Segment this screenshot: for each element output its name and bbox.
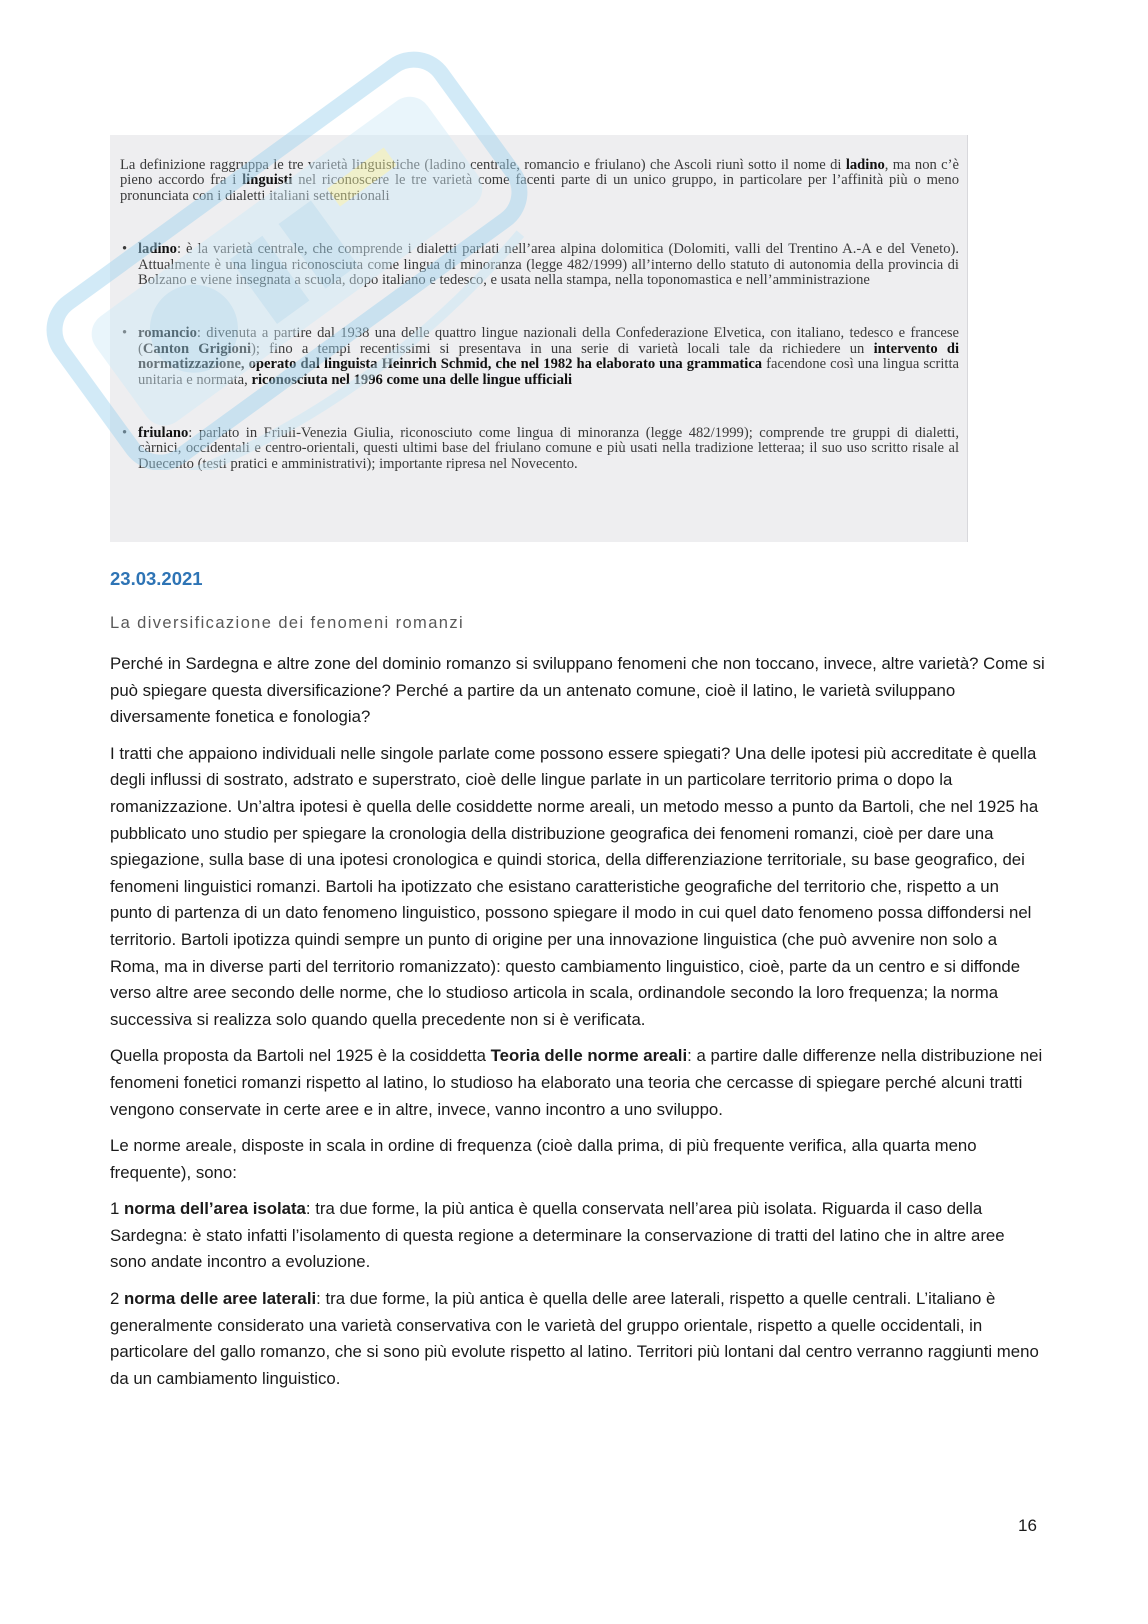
bold-text-run: ladino xyxy=(138,241,177,258)
text-run: , ma non c’è pieno accordo fra i xyxy=(120,157,959,189)
quoted-excerpt-box xyxy=(110,135,968,542)
paragraph-intro xyxy=(110,651,1045,731)
bold-text-run: Teoria delle norme areali xyxy=(490,1046,688,1066)
section-date-heading: 23.03.2021 xyxy=(110,568,203,589)
excerpt-item-friulano xyxy=(120,426,959,472)
paragraph-theory xyxy=(110,1043,1045,1123)
bullet-icon: • xyxy=(122,425,128,442)
paragraph-norm-2 xyxy=(110,1286,1045,1392)
bold-text-run: norma delle aree laterali xyxy=(124,1289,317,1309)
text-run: : divenuta a partire dal 1938 una delle quattro lingue nazionali della Confederazione Elvetica, con italiano, tedesco e francese ( xyxy=(138,325,959,357)
text-run: 2 xyxy=(110,1289,124,1309)
text-run: I tratti che appaiono individuali nelle singole parlate come possono essere spiegati? Una delle ipotesi più accreditate è quella degli influssi di sostrato, adstrato e superstrato, cioè delle lingue parlate in un particolare territorio prima o dopo la romanizzazione. Un’altra ipotesi è quella delle cosiddette norme areali, un metodo messo a punto da Bartoli, che nel 1925 ha pubblicato uno studio per spiegare la cronologia della distribuzione geografica dei fenomeni romanzi, cioè per dare una spiegazione, sulla base di una ipotesi cronologica e quindi storica, della differenziazione territoriale, su base geografico, dei fenomeni linguistici romanzi. Bartoli ha ipotizzato che esistano caratteristiche geografiche del territorio che, rispetto a un punto di partenza di un dato fenomeno linguistico, possono spiegare il modo in cui quel dato fenomeno possa diffondersi nel territorio. Bartoli ipotizza quindi sempre un punto di origine per una innovazione linguistica (che può avvenire non solo a Roma, ma in diverse parti del territorio romanizzato): questo cambiamento linguistico, cioè, parte da un centro e si diffonde verso altre aree secondo delle norme, che lo studioso articola in scala, ordinandole secondo la loro frequenza; la norma successiva si realizza solo quando quella precedente non si è verificata. xyxy=(110,743,1039,1029)
text-run: : parlato in Friuli-Venezia Giulia, riconosciuto come lingua di minoranza (legge 482/1999); comprende tre gruppi di dialetti, càrnici, occidentali e centro-orientali, questi ultimi base del friulano comune e più usati nella tradizione letteraa; il suo uso scritto risale al Duecento (testi pratici e amministrativi); importante ripresa nel Novecento. xyxy=(138,425,959,472)
body-text xyxy=(110,651,1045,1402)
text-run: 1 xyxy=(110,1199,124,1219)
bold-text-run: norma dell’area isolata xyxy=(124,1199,306,1219)
bold-text-run: linguisti xyxy=(242,172,293,189)
excerpt-item-romancio xyxy=(120,326,959,388)
bold-text-run: ladino xyxy=(845,157,885,173)
text-run: Quella proposta da Bartoli nel 1925 è la cosiddetta xyxy=(110,1046,491,1066)
excerpt-intro xyxy=(120,158,959,204)
text-run: nel riconoscere le tre varietà come facenti parte di un unico gruppo, in particolare per l’affinità più o meno pronunciata con i dialetti italiani settentrionali xyxy=(120,172,959,204)
excerpt-item-text xyxy=(138,241,959,288)
excerpt-list xyxy=(120,242,959,472)
paragraph-norm-1 xyxy=(110,1196,1045,1276)
bold-text-run: Canton Grigioni xyxy=(142,340,252,357)
excerpt-item-text xyxy=(138,325,959,387)
text-run: Le norme areale, disposte in scala in ordine di frequenza (cioè dalla prima, di più frequente verifica, alla quarta meno frequente), sono: xyxy=(110,1136,977,1182)
text-run: : a partire dalle differenze nella distribuzione nei fenomeni fonetici romanzi rispetto al latino, lo studioso ha elaborato una teoria che cercasse di spiegare perché alcuni tratti vengono conservate in certe aree e in altre, invece, vanno incontro a uno sviluppo. xyxy=(110,1046,1043,1119)
paragraph-hypotheses xyxy=(110,741,1045,1034)
text-run: Perché in Sardegna e altre zone del dominio romanzo si sviluppano fenomeni che non toccano, invece, altre varietà? Come si può spiegare questa diversificazione? Perché a partire da un antenato comune, cioè il latino, le varietà sviluppano diversamente fonetica e fonologia? xyxy=(110,654,1045,727)
text-run: : è la varietà centrale, che comprende i dialetti parlati nell’area alpina dolomitica (Dolomiti, valli del Trentino A.-A e del Veneto). Attualmente è una lingua riconosciuta come lingua di minoranza (legge 482/1999) all’interno dello statuto di autonomia della provincia di Bolzano e viene insegnata a scuola, dopo italiano e tedesco, e usata nella stampa, nella toponomastica e nell’amministrazione xyxy=(138,241,959,289)
bullet-icon: • xyxy=(122,325,128,342)
page-number: 16 xyxy=(1018,1516,1037,1535)
bold-text-run: intervento di normatizzazione, operato dal linguista Heinrich Schmid, che nel 1982 ha elaborato una grammatica xyxy=(138,340,959,373)
paragraph-norms-list xyxy=(110,1133,1045,1186)
text-run: facendone così una lingua scritta unitaria e normata, xyxy=(138,356,959,388)
text-run: : tra due forme, la più antica è quella conservata nell’area più isolata. Riguarda il caso della Sardegna: è stato infatti l’isolamento di questa regione a determinare la conservazione di tratti del latino che in altre aree sono andate incontro a evoluzione. xyxy=(110,1199,1005,1272)
bullet-icon: • xyxy=(122,241,128,258)
excerpt-item-ladino xyxy=(120,242,959,288)
bold-text-run: friulano xyxy=(138,425,189,442)
bold-text-run: romancio xyxy=(138,325,197,342)
bold-text-run: riconosciuta nel 1996 come una delle lingue ufficiali xyxy=(251,371,573,388)
excerpt-item-text xyxy=(138,425,959,472)
text-run: : tra due forme, la più antica è quella delle aree laterali, rispetto a quelle centrali. L’italiano è generalmente considerato una varietà conservativa con le varietà del gruppo orientale, rispetto a quelle occidentali, in particolare del gallo romanzo, che si sono più evolute rispetto al latino. Territori più lontani dal centro verranno raggiunti meno da un cambiamento linguistico. xyxy=(110,1289,1039,1388)
section-subtitle: La diversificazione dei fenomeni romanzi xyxy=(110,614,465,632)
text-run: ); fino a tempi recentissimi si presentava in una serie di varietà locali tale da richiedere un xyxy=(251,340,874,357)
text-run: La definizione raggruppa le tre varietà linguistiche (ladino centrale, romancio e friulano) che Ascoli riunì sotto il nome di xyxy=(120,157,846,173)
